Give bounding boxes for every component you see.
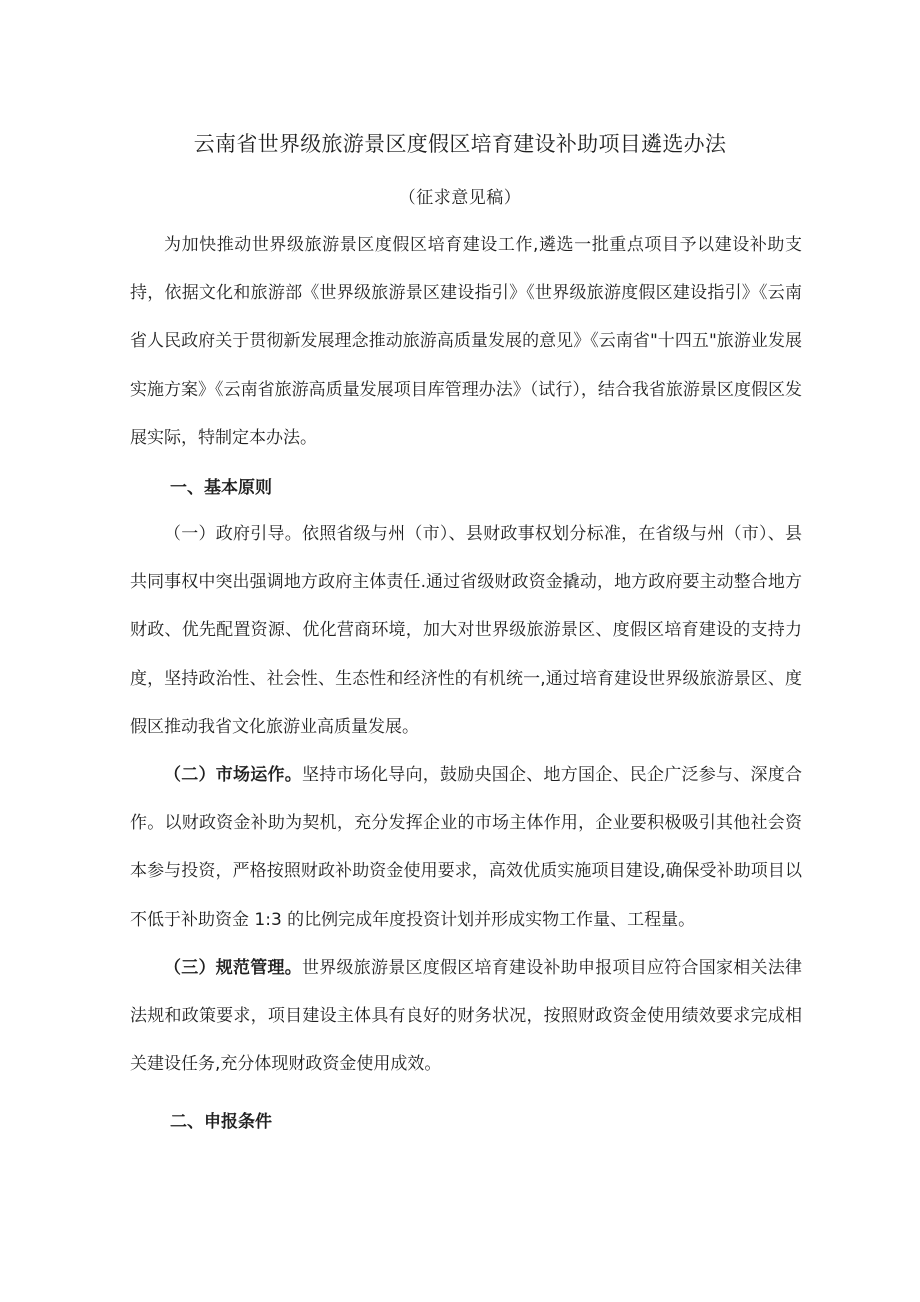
intro-paragraph: 为加快推动世界级旅游景区度假区培育建设工作,遴选一批重点项目予以建设补助支持，依据文化和旅游部《世界级旅游景区建设指引》《世界级旅游度假区建设指引》《云南省人民政府关于贯彻新发展理念推动旅游高质量发展的意见》《云南省"十四五"旅游业发展实施方案》《云南省旅游高质量发展项目库管理办法》（试行），结合我省旅游景区度假区发展实际，特制定本办法。 — [130, 235, 802, 448]
document-subtitle: （征求意见稿） — [398, 188, 522, 208]
principle-lead: （一）政府引导。 — [164, 524, 302, 544]
principle-text: 坚持市场化导向，鼓励央国企、地方国企、民企广泛参与、深度合作。以财政资金补助为契机，充分发挥企业的市场主体作用，企业要积极吸引其他社会资本参与投资，严格按照财政补助资金使用要求，高效优质实施项目建设,确保受补助项目以不低于补助资金 1:3 的比例完成年度投资计划并形成实物工作量、工程量。 — [130, 765, 802, 930]
principle-text: 依照省级与州（市）、县财政事权划分标准，在省级与州（市）、县共同事权中突出强调地方政府主体责任.通过省级财政资金撬动，地方政府要主动整合地方财政、优先配置资源、优化营商环境，加大对世界级旅游景区、度假区培育建设的支持力度，坚持政治性、社会性、生态性和经济性的有机统一,通过培育建设世界级旅游景区、度假区推动我省文化旅游业高质量发展。 — [130, 524, 803, 737]
principle-text: 世界级旅游景区度假区培育建设补助申报项目应符合国家相关法律法规和政策要求，项目建设主体具有良好的财务状况，按照财政资金使用绩效要求完成相关建设任务,充分体现财政资金使用成效。 — [130, 958, 802, 1075]
principle-lead: （二）市场运作。 — [164, 765, 302, 785]
section-heading-application-conditions: 二、申报条件 — [170, 1112, 272, 1132]
principle-paragraph-standard-management — [130, 944, 802, 1089]
section-heading-basic-principles: 一、基本原则 — [170, 478, 272, 498]
principle-lead: （三）规范管理。 — [164, 958, 302, 978]
principle-paragraph-government-guidance — [130, 510, 802, 751]
document-title: 云南省世界级旅游景区度假区培育建设补助项目遴选办法 — [193, 132, 727, 156]
principle-paragraph-market-operation — [130, 751, 802, 944]
